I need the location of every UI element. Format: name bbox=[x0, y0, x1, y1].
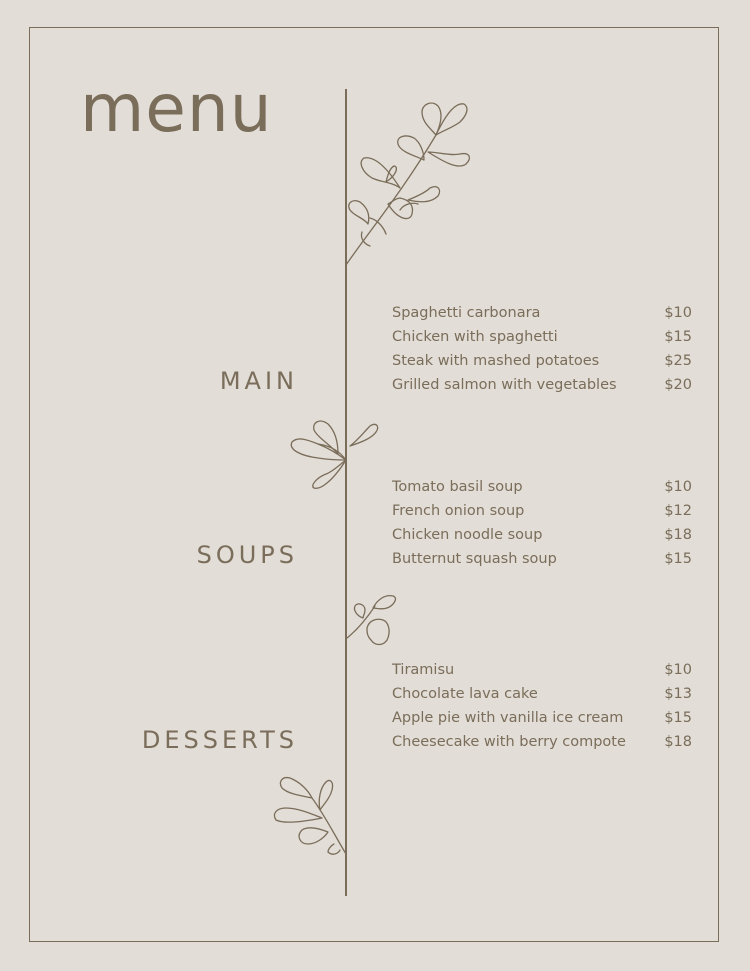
menu-item-price: $12 bbox=[664, 503, 692, 519]
menu-item bbox=[392, 301, 692, 325]
menu-item-name: Steak with mashed potatoes bbox=[392, 353, 600, 369]
menu-item-price: $10 bbox=[664, 662, 692, 678]
menu-item-name: Tomato basil soup bbox=[392, 479, 523, 495]
menu-item-price: $15 bbox=[664, 710, 692, 726]
menu-item-name: Chicken noodle soup bbox=[392, 527, 543, 543]
section-title-main: MAIN bbox=[219, 367, 298, 395]
menu-title: menu bbox=[80, 70, 273, 147]
menu-item-list bbox=[392, 301, 692, 397]
menu-item bbox=[392, 325, 692, 349]
menu-item-price: $25 bbox=[664, 353, 692, 369]
menu-item bbox=[392, 547, 692, 571]
menu-item-name: Cheesecake with berry compote bbox=[392, 734, 626, 750]
menu-item-price: $15 bbox=[664, 329, 692, 345]
menu-item bbox=[392, 682, 692, 706]
menu-item bbox=[392, 523, 692, 547]
leaf-branch-icon bbox=[272, 774, 352, 864]
menu-item-price: $13 bbox=[664, 686, 692, 702]
menu-item-price: $10 bbox=[664, 305, 692, 321]
menu-item-name: Butternut squash soup bbox=[392, 551, 557, 567]
menu-item-name: Chicken with spaghetti bbox=[392, 329, 558, 345]
menu-item bbox=[392, 475, 692, 499]
section-title-soups: SOUPS bbox=[196, 541, 298, 569]
menu-item-name: Tiramisu bbox=[392, 662, 455, 678]
menu-item-price: $15 bbox=[664, 551, 692, 567]
menu-item-price: $18 bbox=[664, 734, 692, 750]
menu-item-list bbox=[392, 658, 692, 754]
menu-item bbox=[392, 730, 692, 754]
menu-item-name: Apple pie with vanilla ice cream bbox=[392, 710, 624, 726]
menu-item bbox=[392, 658, 692, 682]
menu-item bbox=[392, 349, 692, 373]
leaf-branch-icon bbox=[340, 100, 480, 270]
leaf-branch-icon bbox=[288, 418, 383, 493]
menu-item-price: $20 bbox=[664, 377, 692, 393]
menu-item-price: $18 bbox=[664, 527, 692, 543]
menu-item-name: Chocolate lava cake bbox=[392, 686, 538, 702]
menu-item-name: Grilled salmon with vegetables bbox=[392, 377, 617, 393]
leaf-branch-icon bbox=[343, 592, 403, 652]
menu-item-price: $10 bbox=[664, 479, 692, 495]
menu-item bbox=[392, 706, 692, 730]
section-title-desserts: DESSERTS bbox=[141, 726, 298, 754]
menu-item-name: French onion soup bbox=[392, 503, 525, 519]
menu-item bbox=[392, 373, 692, 397]
menu-item-name: Spaghetti carbonara bbox=[392, 305, 541, 321]
menu-item-list bbox=[392, 475, 692, 571]
menu-item bbox=[392, 499, 692, 523]
